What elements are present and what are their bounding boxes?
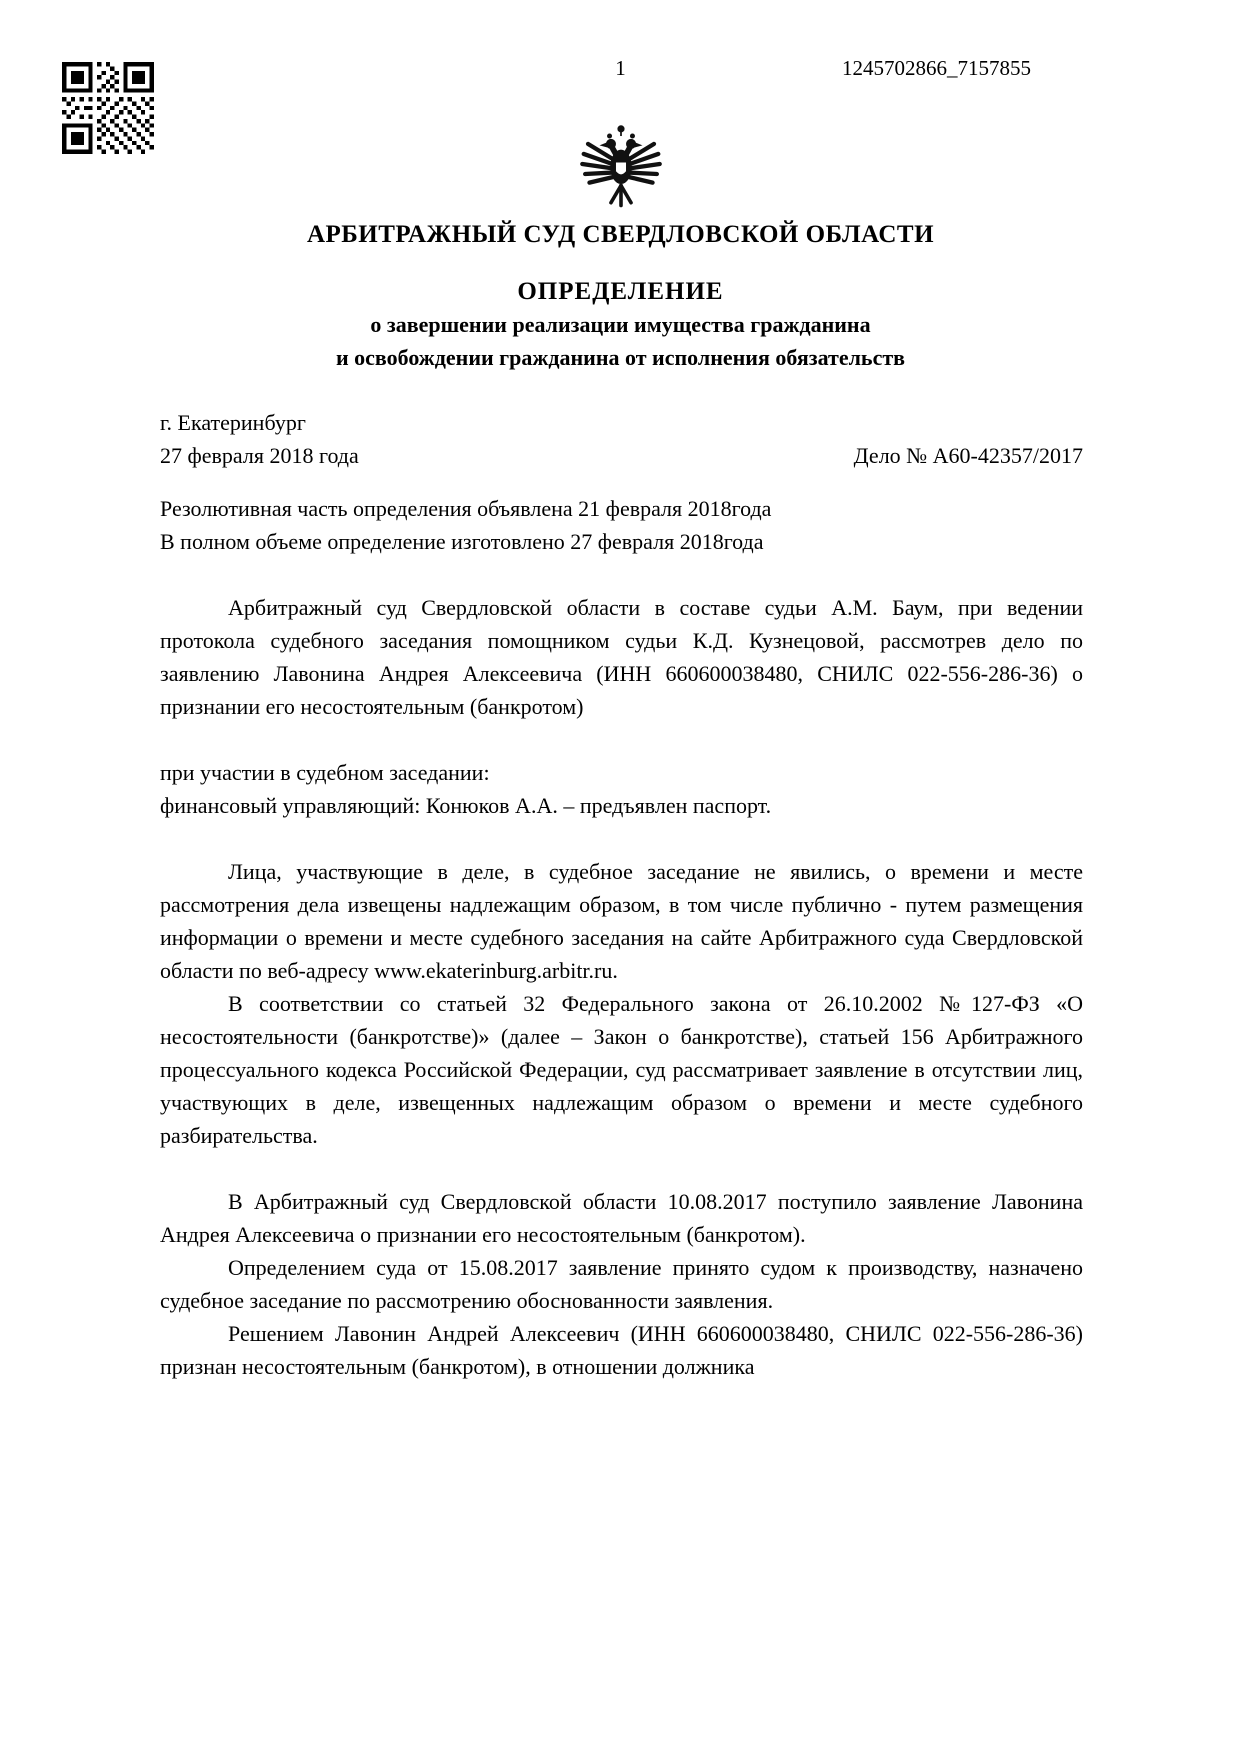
page-header [0,56,1241,84]
document-subtitle-line2: и освобождении гражданина от исполнения обязательств [335,345,906,370]
paragraph-court-composition: Арбитражный суд Свердловской области в составе судьи А.М. Баум, при ведении протокола судебного заседания помощником судьи К.Д. Кузнецовой, рассмотрев дело по заявлению Лавонина Андрея Алексеевича (ИНН 660600038480, СНИЛС 022-556-286-36) о признании его несостоятельным (банкротом) [160,595,1083,719]
paragraph-article-32: В соответствии со статьей 32 Федерального закона от 26.10.2002 №127-ФЗ «О несостоятельности (банкротстве)» (далее – Закон о банкротстве), статьей 156 Арбитражного процессуального кодекса Российской Федерации, суд рассматривает заявление в отсутствии лиц, участвующих в деле, извещенных надлежащим образом о времени и месте судебного разбирательства. [160,991,1083,1148]
attendance-participant: финансовый управляющий: Конюков А.А. – предъявлен паспорт. [160,793,772,818]
document-id: 1245702866_7157855 [842,56,1031,80]
resolution-announced-line: Резолютивная часть определения объявлена 21 февраля 2018года [160,496,772,521]
date-case-row [160,439,1083,472]
paragraph-absent-parties: Лица, участвующие в деле, в судебное заседание не явились, о времени и месте рассмотрения дела извещены надлежащим образом, в том числе публично - путем размещения информации о времени и месте судебного заседания на сайте Арбитражного суда Свердловской области по веб-адресу www.ekaterinburg.arbitr.ru. [160,859,1083,983]
document-body [160,406,1083,1383]
document-date: 27 февраля 2018 года [160,443,359,468]
paragraph-bankruptcy-decision: Решением Лавонин Андрей Алексеевич (ИНН 660600038480, СНИЛС 022-556-286-36) признан несостоятельным (банкротом), в отношении должника [160,1321,1083,1379]
coat-of-arms-icon [578,122,664,216]
paragraph-application-accepted: Определением суда от 15.08.2017 заявление принято судом к производству, назначено судебное заседание по рассмотрению обоснованности заявления. [160,1255,1083,1313]
attendance-heading: при участии в судебном заседании: [160,760,490,785]
document-title: ОПРЕДЕЛЕНИЕ [517,278,724,305]
court-name: АРБИТРАЖНЫЙ СУД СВЕРДЛОВСКОЙ ОБЛАСТИ [306,221,935,248]
page-number: 1 [615,56,626,80]
resolution-full-line: В полном объеме определение изготовлено 27 февраля 2018года [160,529,764,554]
case-number: Дело № А60-42357/2017 [853,443,1083,468]
paragraph-application-received: В Арбитражный суд Свердловской области 10.08.2017 поступило заявление Лавонина Андрея Алексеевича о признании его несостоятельным (банкротом). [160,1189,1083,1247]
city-line: г. Екатеринбург [160,410,306,435]
document-subtitle-line1: о завершении реализации имущества гражданина [370,312,871,337]
